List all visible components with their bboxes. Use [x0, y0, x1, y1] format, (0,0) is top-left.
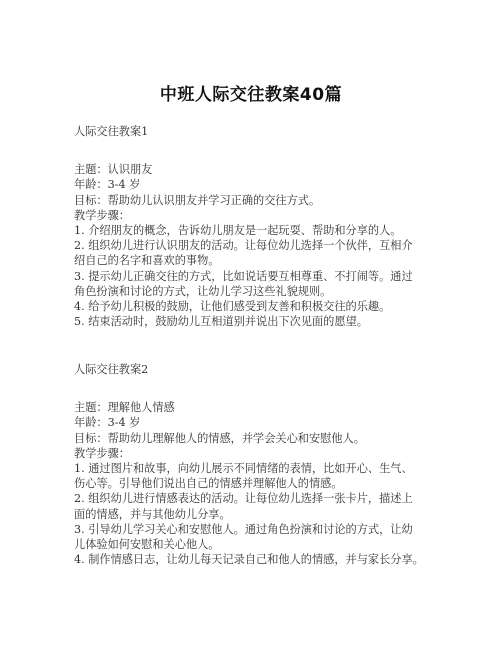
- section-line: 年龄：3-4 岁: [74, 416, 141, 430]
- section-line: 年龄：3-4 岁: [74, 178, 141, 192]
- section-line: 儿体验如何安慰和关心他人。: [74, 538, 220, 552]
- section-heading: 人际交往教案2: [74, 363, 149, 376]
- section-line: 5. 结束活动时，鼓励幼儿互相道别并说出下次见面的愿望。: [74, 315, 368, 329]
- section-line: 2. 组织幼儿进行认识朋友的活动。让每位幼儿选择一个伙伴，互相介: [74, 239, 413, 253]
- section-line: 教学步骤：: [74, 208, 130, 222]
- section-line: 绍自己的名字和喜欢的事物。: [74, 254, 220, 268]
- section-line: 角色扮演和讨论的方式，让幼儿学习这些礼貌规则。: [74, 284, 332, 298]
- section-line: 伤心等。引导他们说出自己的情感并理解他人的情感。: [74, 477, 343, 491]
- section-line: 面的情感，并与其他幼儿分享。: [74, 507, 231, 521]
- section-line: 目标：帮助幼儿理解他人的情感，并学会关心和安慰他人。: [74, 431, 365, 445]
- document-title: 中班人际交往教案40篇: [159, 85, 343, 105]
- lesson-plan-section-1: [74, 124, 494, 329]
- lesson-plan-section-2: [74, 362, 494, 567]
- section-heading: 人际交往教案1: [74, 125, 149, 138]
- section-line: 目标：帮助幼儿认识朋友并学习正确的交往方式。: [74, 193, 321, 207]
- section-line: 3. 提示幼儿正确交往的方式，比如说话要互相尊重、不打闹等。通过: [74, 269, 413, 283]
- section-line: 1. 介绍朋友的概念，告诉幼儿朋友是一起玩耍、帮助和分享的人。: [74, 224, 402, 238]
- section-line: 4. 给予幼儿积极的鼓励，让他们感受到友善和积极交往的乐趣。: [74, 300, 391, 314]
- section-line: 主题：认识朋友: [74, 163, 153, 177]
- section-line: 4. 制作情感日志，让幼儿每天记录自己和他人的情感，并与家长分享。: [74, 553, 424, 567]
- section-line: 2. 组织幼儿进行情感表达的活动。让每位幼儿选择一张卡片，描述上: [74, 492, 413, 506]
- section-line: 1. 通过图片和故事，向幼儿展示不同情绪的表情，比如开心、生气、: [74, 462, 413, 476]
- section-line: 3. 引导幼儿学习关心和安慰他人。通过角色扮演和讨论的方式，让幼: [74, 522, 413, 536]
- section-line: 教学步骤：: [74, 446, 130, 460]
- section-line: 主题：理解他人情感: [74, 401, 175, 415]
